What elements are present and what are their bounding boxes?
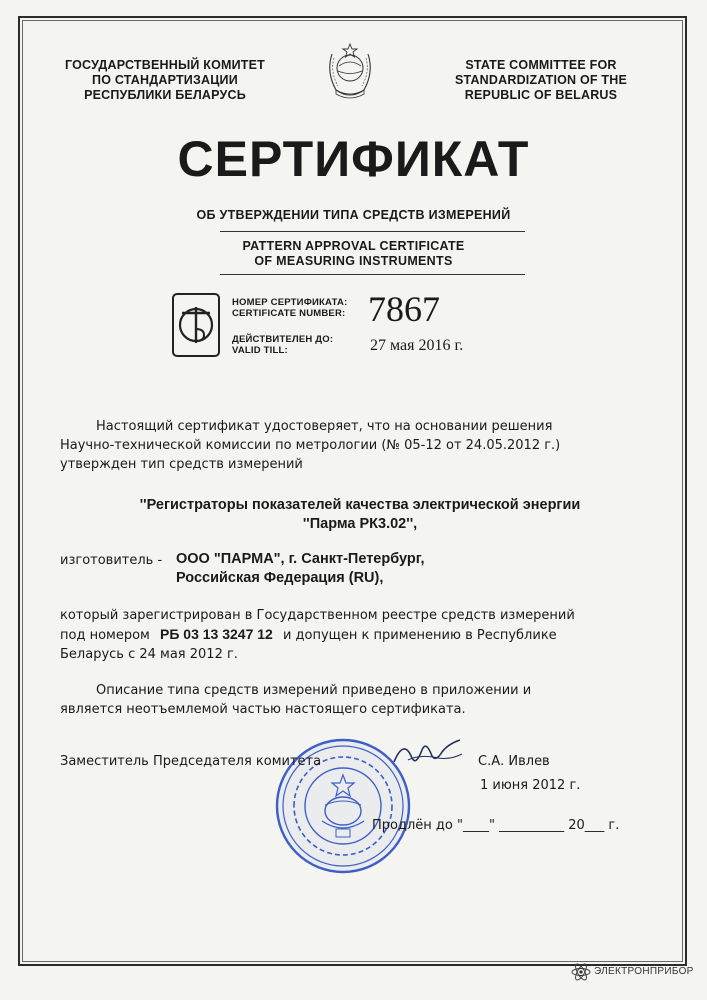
manufacturer-line: Российская Федерация (RU), [176, 570, 384, 586]
intro-line: Научно-технической комиссии по метрологии (№ 05-12 от 24.05.2012 г.) [60, 438, 561, 453]
header-right-en [436, 58, 646, 103]
subtitle-en-line: OF MEASURING INSTRUMENTS [254, 254, 453, 268]
header-left-ru [60, 58, 270, 103]
header-right-line: STATE COMMITTEE FOR [465, 58, 617, 72]
subtitle-divider [220, 231, 525, 232]
description-paragraph [60, 681, 660, 719]
label-line: VALID TILL: [232, 345, 288, 356]
signature-icon [390, 732, 465, 772]
document-title: СЕРТИФИКАТ [177, 131, 530, 187]
registry-suffix: и допущен к применению в Республике [282, 628, 557, 643]
atom-logo-icon [571, 962, 591, 982]
intro-line: утвержден тип средств измерений [60, 457, 303, 472]
footer-brand: ЭЛЕКТРОНПРИБОР [594, 966, 694, 977]
intro-paragraph [60, 417, 660, 474]
registry-paragraph [60, 606, 660, 664]
signature-date: 1 июня 2012 г. [480, 778, 581, 793]
certificate-number: 7867 [368, 289, 440, 329]
certificate-number-label [232, 297, 362, 319]
subtitle-en [0, 239, 707, 269]
registry-line: который зарегистрирован в Государственном реестре средств измерений [60, 608, 575, 623]
instrument-name [70, 496, 650, 534]
registry-number: РБ 03 13 3247 12 [160, 626, 273, 642]
intro-line: Настоящий сертификат удостоверяет, что на основании решения [96, 419, 553, 434]
header-right-line: REPUBLIC OF BELARUS [464, 88, 618, 102]
registry-prefix: под номером [60, 628, 150, 643]
registry-line-2 [60, 625, 660, 645]
instrument-line: ''Регистраторы показателей качества электрической энергии [139, 497, 581, 513]
registry-line: Беларусь с 24 мая 2012 г. [60, 647, 238, 662]
valid-till-label [232, 334, 362, 356]
extension-line: Продлён до "____" __________ 20___ г. [372, 818, 620, 833]
header-left-line: ГОСУДАРСТВЕННЫЙ КОМИТЕТ [64, 58, 266, 72]
signatory-name: С.А. Ивлев [478, 754, 550, 769]
manufacturer-label: изготовитель - [60, 553, 163, 568]
header-right-line: STANDARDIZATION OF THE [455, 73, 627, 87]
header-left-line: ПО СТАНДАРТИЗАЦИИ [92, 73, 238, 87]
label-line: НОМЕР СЕРТИФИКАТА: [232, 297, 348, 308]
label-line: ДЕЙСТВИТЕЛЕН ДО: [232, 334, 334, 345]
manufacturer-name [176, 550, 425, 588]
signatory-position: Заместитель Председателя комитета [60, 754, 322, 769]
certification-mark-icon [172, 293, 220, 357]
subtitle-divider [220, 274, 525, 275]
subtitle-ru: ОБ УТВЕРЖДЕНИИ ТИПА СРЕДСТВ ИЗМЕРЕНИЙ [196, 208, 511, 222]
belarus-emblem-icon [318, 40, 382, 104]
description-line: является неотъемлемой частью настоящего сертификата. [60, 702, 466, 717]
valid-until-date: 27 мая 2016 г. [370, 337, 464, 354]
description-line: Описание типа средств измерений приведено в приложении и [96, 683, 532, 698]
header-left-line: РЕСПУБЛИКИ БЕЛАРУСЬ [84, 88, 246, 102]
subtitle-en-line: PATTERN APPROVAL CERTIFICATE [242, 239, 465, 253]
manufacturer-line: ООО "ПАРМА", г. Санкт-Петербург, [176, 551, 425, 567]
label-line: CERTIFICATE NUMBER: [232, 308, 346, 319]
instrument-line: ''Парма РК3.02'', [302, 516, 418, 532]
